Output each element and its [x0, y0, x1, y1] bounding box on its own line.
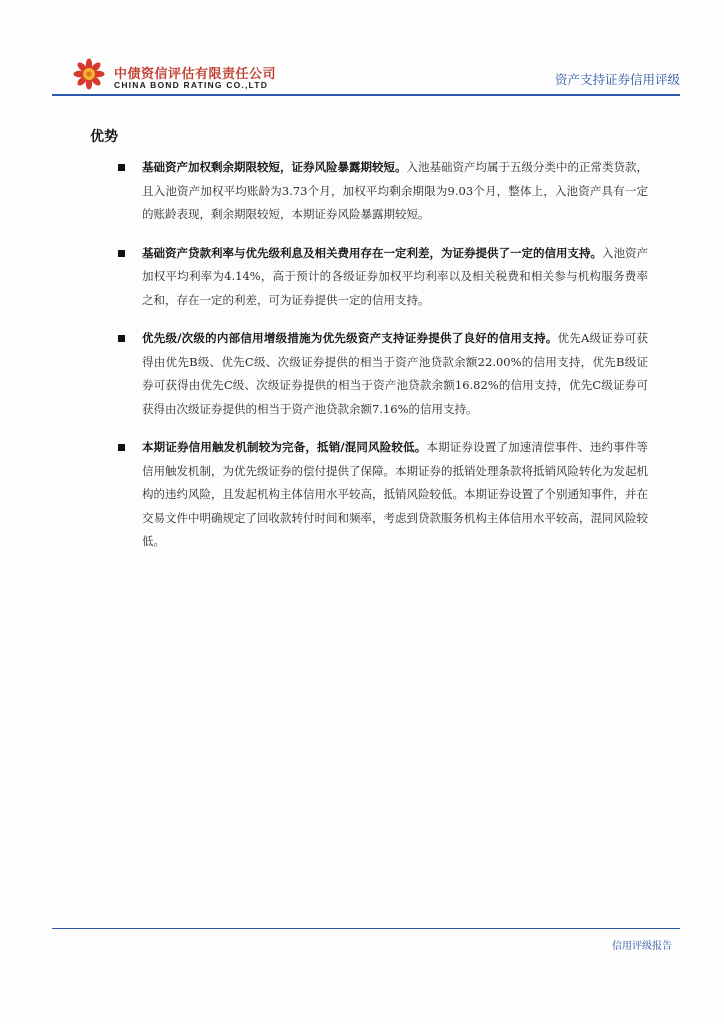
list-item: [118, 327, 648, 421]
square-bullet-icon: [118, 164, 125, 171]
square-bullet-icon: [118, 335, 125, 342]
list-item: [118, 156, 648, 227]
bullet-body: 优先A级证券可获得由优先B级、优先C级、次级证券提供的相当于资产池贷款余额22.00%的信用支持，优先B级证券可获得由优先C级、次级证券提供的相当于资产池贷款余额16.82%的信用支持，优先C级证券可获得由次级证券提供的相当于资产池贷款余额7.16%的信用支持。: [142, 331, 648, 416]
bullet-lead: 优先级/次级的内部信用增级措施为优先级资产支持证券提供了良好的信用支持。: [142, 331, 558, 345]
report-type-label: 资产支持证券信用评级: [554, 72, 680, 87]
bullet-body: 本期证券设置了加速清偿事件、违约事件等信用触发机制，为优先级证券的偿付提供了保障。本期证券的抵销处理条款将抵销风险转化为发起机构的违约风险，且发起机构主体信用水平较高，抵销风险较低。本期证券设置了个别通知事件，并在交易文件中明确规定了回收款转付时间和频率，考虑到贷款服务机构主体信用水平较高，混同风险较低。: [142, 440, 649, 548]
bullet-lead: 基础资产加权剩余期限较短，证券风险暴露期较短。: [142, 160, 407, 174]
bullet-body: 入池资产加权平均利率为4.14%，高于预计的各级证券加权平均利率以及相关税费和相关参与机构服务费率之和，存在一定的利差，可为证券提供一定的信用支持。: [142, 245, 648, 307]
page-header: [0, 0, 724, 100]
square-bullet-icon: [118, 444, 125, 451]
bullet-body: 入池基础资产均属于五级分类中的正常类贷款，且入池资产加权平均账龄为3.73个月，加权平均剩余期限为9.03个月，整体上，入池资产具有一定的账龄表现，剩余期限较短，本期证券风险暴露期较短。: [142, 160, 648, 221]
footer-divider: [52, 928, 680, 929]
bullet-lead: 本期证券信用触发机制较为完备，抵销/混同风险较低。: [142, 440, 427, 454]
strengths-list: [118, 156, 648, 569]
company-name-en: CHINA BOND RATING CO.,LTD: [114, 80, 269, 90]
list-item: [118, 436, 648, 554]
section-title: 优势: [90, 129, 118, 145]
company-logo-icon: [73, 58, 105, 90]
header-divider: [52, 94, 680, 96]
company-name-cn: 中债资信评估有限责任公司: [114, 67, 277, 82]
footer-label: 信用评级报告: [612, 941, 672, 952]
bullet-lead: 基础资产贷款利率与优先级利息及相关费用存在一定利差，为证券提供了一定的信用支持。: [142, 245, 602, 260]
square-bullet-icon: [118, 250, 125, 257]
list-item: [118, 242, 648, 313]
